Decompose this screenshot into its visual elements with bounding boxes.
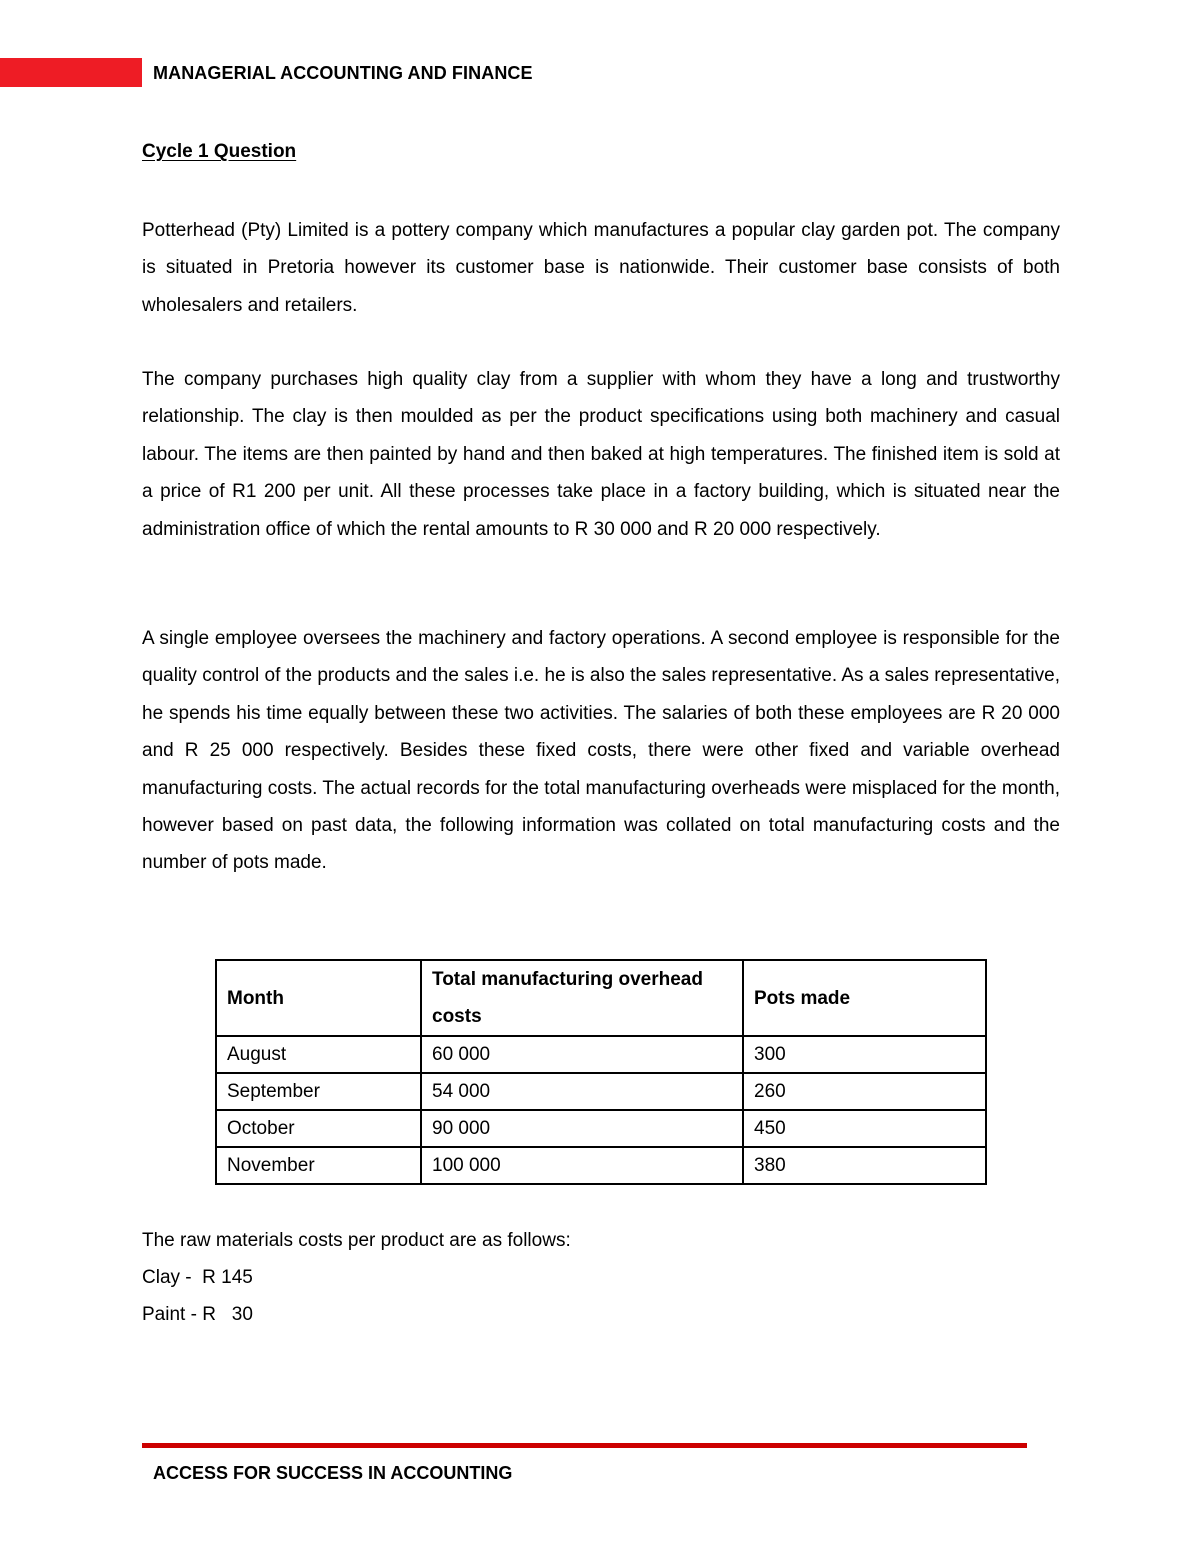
table-cell-month: August [216,1036,421,1073]
table-row [216,1073,986,1110]
table-row [216,1036,986,1073]
table-cell-pots: 300 [743,1036,986,1073]
table-row [216,1110,986,1147]
table-cell-pots: 450 [743,1110,986,1147]
table-cell-overhead: 60 000 [421,1036,743,1073]
question-heading: Cycle 1 Question [142,141,297,162]
footer-rule [142,1443,1027,1448]
table-cell-month: November [216,1147,421,1184]
overhead-costs-table [215,959,987,1185]
table-header-overhead-costs: Total manufacturing overhead costs [421,960,743,1036]
raw-materials-section [142,1222,571,1333]
table-cell-pots: 260 [743,1073,986,1110]
footer-title: ACCESS FOR SUCCESS IN ACCOUNTING [153,1463,513,1483]
table-cell-month: October [216,1110,421,1147]
table-cell-month: September [216,1073,421,1110]
table-row [216,1147,986,1184]
table-cell-overhead: 100 000 [421,1147,743,1184]
paragraph-company-intro: Potterhead (Pty) Limited is a pottery company which manufactures a popular clay garden pot. The company is situated in Pretoria however its customer base is nationwide. Their customer base consists of both wholesalers and retailers. [142,220,1060,316]
table-header-row [216,960,986,1036]
table-header-month: Month [216,960,421,1036]
raw-material-paint: Paint - R 30 [142,1304,253,1325]
table-cell-overhead: 90 000 [421,1110,743,1147]
paragraph-production-process: The company purchases high quality clay from a supplier with whom they have a long and trustworthy relationship. The clay is then moulded as per the product specifications using both machinery and casual labour. The items are then painted by hand and then baked at high temperatures. The finished item is sold at a price of R1 200 per unit. All these processes take place in a factory building, which is situated near the administration office of which the rental amounts to R 30 000 and R 20 000 respectively. [142,369,1060,540]
header-accent-bar [0,58,142,87]
paragraph-employees-costs: A single employee oversees the machinery and factory operations. A second employee is responsible for the quality control of the products and the sales i.e. he is also the sales representative. As a sales representative, he spends his time equally between these two activities. The salaries of both these employees are R 20 000 and R 25 000 respectively. Besides these fixed costs, there were other fixed and variable overhead manufacturing costs. The actual records for the total manufacturing overheads were misplaced for the month, however based on past data, the following information was collated on total manufacturing costs and the number of pots made. [142,628,1060,874]
table-cell-pots: 380 [743,1147,986,1184]
header-title: MANAGERIAL ACCOUNTING AND FINANCE [153,63,533,83]
raw-material-clay: Clay - R 145 [142,1267,253,1288]
table-header-pots-made: Pots made [743,960,986,1036]
table-cell-overhead: 54 000 [421,1073,743,1110]
raw-materials-intro: The raw materials costs per product are as follows: [142,1230,571,1251]
